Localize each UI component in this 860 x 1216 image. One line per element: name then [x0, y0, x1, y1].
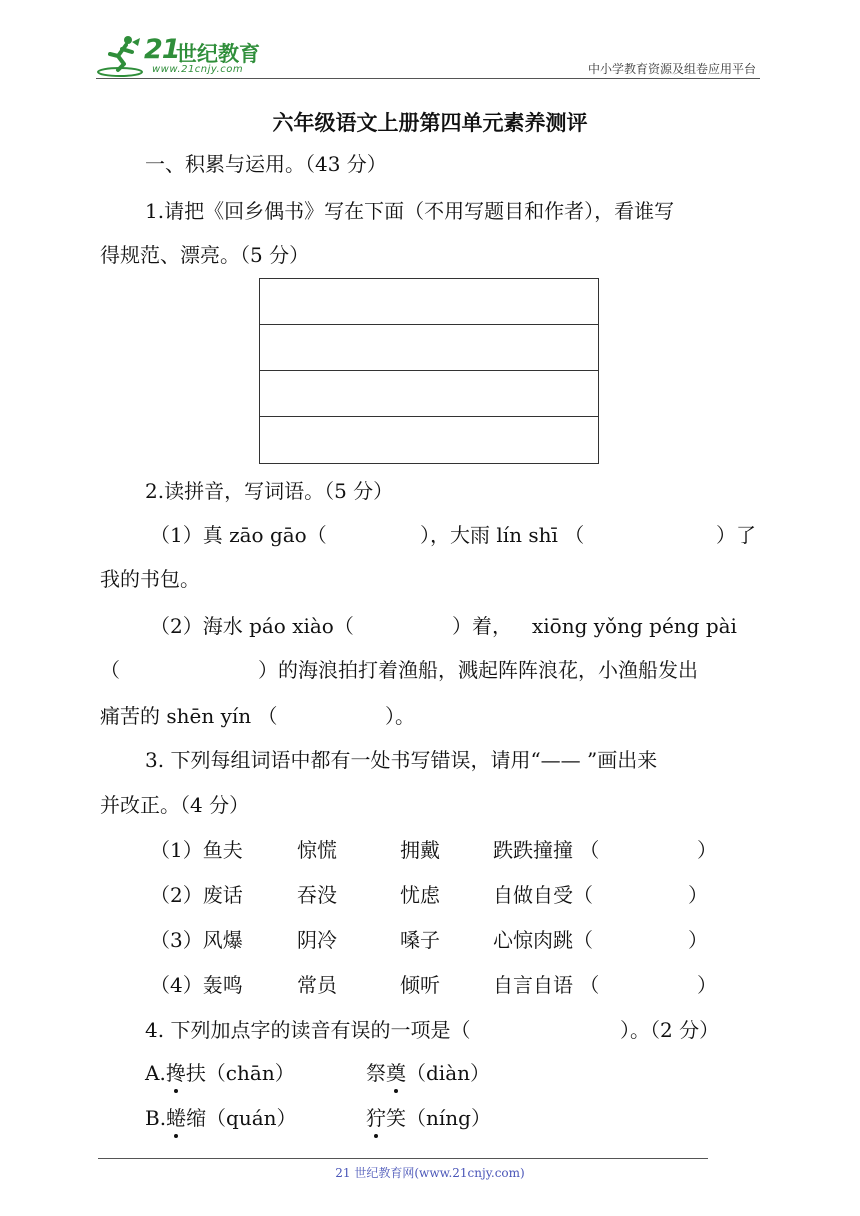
footer-divider [98, 1158, 708, 1159]
q4-stem-part2: ）。（2 分） [620, 1018, 720, 1042]
writing-row[interactable] [260, 417, 598, 463]
q3-row1-w2: 惊慌 [297, 838, 337, 862]
dotted-char: 蜷 [166, 1106, 187, 1130]
writing-row[interactable] [260, 279, 598, 325]
q3-row2-w3: 忧虑 [400, 883, 440, 907]
header-tagline: 中小学教育资源及组卷应用平台 [587, 62, 756, 76]
header-divider [96, 78, 760, 79]
q2-p2-part4: ）的海浪拍打着渔船，溅起阵阵浪花，小渔船发出 [258, 658, 698, 682]
q2-p2-part6: ）。 [385, 704, 415, 728]
q3-row4-end: ） [697, 973, 717, 997]
section-heading: 一、积累与运用。（43 分） [145, 152, 387, 176]
q2-p2-pinyin: xiōng yǒng péng pài [532, 614, 737, 638]
q3-row4-w3: 倾听 [400, 973, 440, 997]
q2-p2-part3: （ [100, 658, 120, 682]
q2-stem: 2.读拼音，写词语。（5 分） [145, 479, 394, 503]
writing-row[interactable] [260, 325, 598, 371]
q3-line2: 并改正。（4 分） [100, 793, 250, 817]
logo-url: www.21cnjy.com [152, 64, 244, 75]
q3-row3-w2: 阴冷 [297, 928, 337, 952]
q3-row1-no: （1）鱼夫 [150, 838, 243, 862]
q2-p2-part1: （2）海水 páo xiào（ [150, 614, 354, 638]
q1-line1: 1.请把《回乡偶书》写在下面（不用写题目和作者），看谁写 [145, 199, 675, 223]
page-title: 六年级语文上册第四单元素养测评 [272, 110, 588, 135]
q4-option-a-word2 [366, 1059, 490, 1087]
option-b-word2-rest: 笑（níng） [386, 1106, 491, 1130]
dotted-char: 搀 [165, 1061, 186, 1085]
q4-option-b [145, 1104, 297, 1132]
writing-grid[interactable] [259, 278, 599, 464]
q4-option-b-word2 [366, 1104, 491, 1132]
q3-row2-w4: 自做自受（ [493, 883, 593, 907]
q3-row4-w2: 常员 [297, 973, 337, 997]
q3-row4-no: （4）轰鸣 [150, 973, 243, 997]
running-figure-icon [96, 34, 146, 78]
q2-p1-part4: 我的书包。 [100, 567, 200, 591]
dotted-char: 狞 [366, 1106, 386, 1130]
page-header [0, 0, 860, 80]
option-b-label: B. [145, 1106, 167, 1130]
q1-line2: 得规范、漂亮。（5 分） [100, 243, 310, 267]
q3-row4-w4: 自言自语 （ [493, 973, 600, 997]
q3-row1-end: ） [697, 838, 717, 862]
dotted-char: 奠 [386, 1061, 406, 1085]
q3-row3-w4: 心惊肉跳（ [493, 928, 593, 952]
q3-row2-w2: 吞没 [297, 883, 337, 907]
logo-number: 21 [144, 34, 180, 65]
writing-row[interactable] [260, 371, 598, 417]
q3-row3-end: ） [688, 928, 708, 952]
option-a-word2-rest: （diàn） [406, 1061, 491, 1085]
q3-row2-end: ） [688, 883, 708, 907]
option-b-word1: 缩（quán） [186, 1106, 297, 1130]
option-a-label: A. [145, 1061, 166, 1085]
q2-p1-part1: （1）真 zāo gāo（ [150, 523, 327, 547]
q3-row3-w3: 嗓子 [400, 928, 440, 952]
q3-row1-w4: 跌跌撞撞 （ [493, 838, 600, 862]
logo-name: 世纪教育 [176, 42, 260, 66]
q4-stem-part1: 4. 下列加点字的读音有误的一项是（ [145, 1018, 471, 1042]
q2-p2-part5: 痛苦的 shēn yín （ [100, 704, 278, 728]
q2-p1-part3: ）了 [716, 523, 756, 547]
q4-option-a [145, 1059, 295, 1087]
page-footer: 21 世纪教育网(www.21cnjy.com) [335, 1166, 525, 1180]
q3-row1-w3: 拥戴 [400, 838, 440, 862]
q3-row3-no: （3）风爆 [150, 928, 243, 952]
q2-p1-part2: ），大雨 lín shī （ [420, 523, 585, 547]
option-a-word1: 扶（chān） [185, 1061, 295, 1085]
q2-p2-part2: ）着， [452, 614, 512, 638]
q3-row2-no: （2）废话 [150, 883, 243, 907]
logo [96, 34, 266, 78]
q3-line1: 3. 下列每组词语中都有一处书写错误，请用“—— ”画出来 [145, 748, 658, 772]
option-a-word2-pre: 祭 [366, 1061, 386, 1085]
